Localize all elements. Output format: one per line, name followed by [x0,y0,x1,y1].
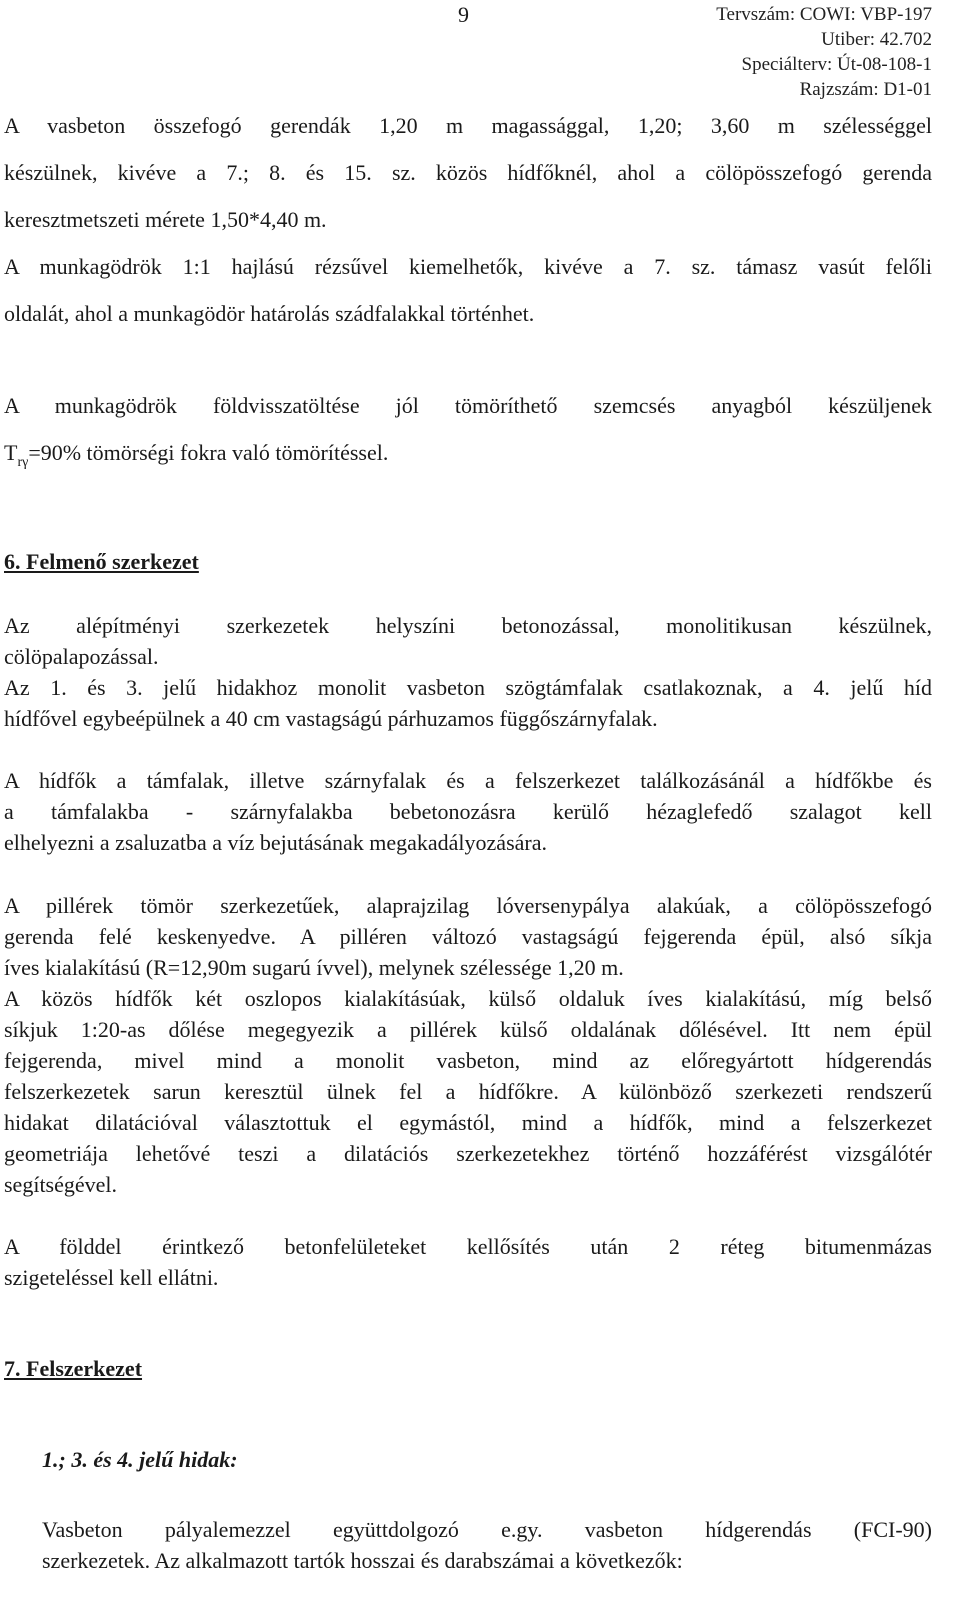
text-line: felszerkezetek sarun keresztül ülnek fel a hídfőkre. A különböző szerkezeti rendszerű [4,1079,932,1104]
text-line: cölöpalapozással. [4,644,159,669]
text-line: keresztmetszeti mérete 1,50*4,40 m. [4,207,327,232]
text-line: gerenda felé keskenyedve. A pilléren változó vastagságú fejgerenda épül, alsó síkja [4,924,932,949]
text-line [4,429,932,480]
text-line: a támfalakba - szárnyfalakba bebetonozásra kerülő hézaglefedő szalagot kell [4,799,932,824]
text-line: Az alépítményi szerkezetek helyszíni betonozással, monolitikusan készülnek, [4,613,932,638]
paragraph-insulation [4,1231,932,1293]
text-line: A munkagödrök földvisszatöltése jól tömöríthető szemcsés anyagból készüljenek [4,393,932,418]
section-7-heading: 7. Felszerkezet [4,1356,143,1381]
paragraph-piers [4,890,932,1200]
text-line: hídfővel egybeépülnek a 40 cm vastagságú párhuzamos függőszárnyfalak. [4,706,658,731]
paragraph-backfill [4,382,932,480]
document-header [716,2,932,102]
text-line: készülnek, kivéve a 7.; 8. és 15. sz. közös hídfőknél, ahol a cölöpösszefogó gerenda [4,160,932,185]
paragraph-beams [4,102,932,337]
text-line: Az 1. és 3. jelű hidakhoz monolit vasbeton szögtámfalak csatlakoznak, a 4. jelű híd [4,675,932,700]
text-line: elhelyezni a zsaluzatba a víz bejutásának megakadályozására. [4,830,547,855]
text-line: geometriája lehetővé teszi a dilatációs szerkezetekhez történő hozzáférést vizsgálótér [4,1141,932,1166]
header-special-plan: Speciálterv: Út-08-108-1 [741,54,932,75]
text-line: íves kialakítású (R=12,90m sugarú ívvel), melynek szélessége 1,20 m. [4,955,624,980]
header-project-number: Tervszám: COWI: VBP-197 [716,4,932,25]
text-line: segítségével. [4,1172,118,1197]
text-line: A hídfők a támfalak, illetve szárnyfalak és a felszerkezet találkozásánál a hídfőkbe és [4,768,932,793]
text-line: A közös hídfők két oszlopos kialakításúak, külső oldaluk íves kialakítású, míg belső [4,986,932,1011]
paragraph-substructure [4,610,932,734]
paragraph-abutments [4,765,932,858]
text-line: hidakat dilatációval választottuk el egymástól, mind a hídfők, mind a felszerkezet [4,1110,932,1135]
text-line: síkjuk 1:20-as dőlése megegyezik a pillérek külső oldalának dőlésével. Itt nem épül [4,1017,932,1042]
text-line: szigeteléssel kell ellátni. [4,1265,219,1290]
header-utiber: Utiber: 42.702 [821,29,932,50]
text-line: oldalát, ahol a munkagödör határolás szádfalakkal történhet. [4,301,535,326]
symbol-subscript: rγ [17,455,29,470]
text-line: A munkagödrök 1:1 hajlású rézsűvel kiemelhetők, kivéve a 7. sz. támasz vasút felőli [4,254,932,279]
text-line: Vasbeton pályalemezzel együttdolgozó e.gy. vasbeton hídgerendás (FCI-90) [42,1517,932,1542]
symbol-t: T [4,440,18,465]
text-rest: =90% tömörségi fokra való tömörítéssel. [28,440,389,465]
text-line: A pillérek tömör szerkezetűek, alaprajzilag lóversenypálya alakúak, a cölöpösszefogó [4,893,932,918]
section-7-subheading: 1.; 3. és 4. jelű hidak: [42,1447,238,1472]
text-line: szerkezetek. Az alkalmazott tartók hosszai és darabszámai a következők: [42,1548,683,1573]
header-drawing-number: Rajzszám: D1-01 [799,79,932,100]
text-line: A vasbeton összefogó gerendák 1,20 m magassággal, 1,20; 3,60 m szélességgel [4,113,932,138]
page-number: 9 [458,2,469,27]
text-line: fejgerenda, mivel mind a monolit vasbeton, mind az előregyártott hídgerendás [4,1048,932,1073]
section-6-heading: 6. Felmenő szerkezet [4,549,199,574]
text-line: A földdel érintkező betonfelületeket kellősítés után 2 réteg bitumenmázas [4,1234,932,1259]
paragraph-superstructure [42,1514,932,1576]
